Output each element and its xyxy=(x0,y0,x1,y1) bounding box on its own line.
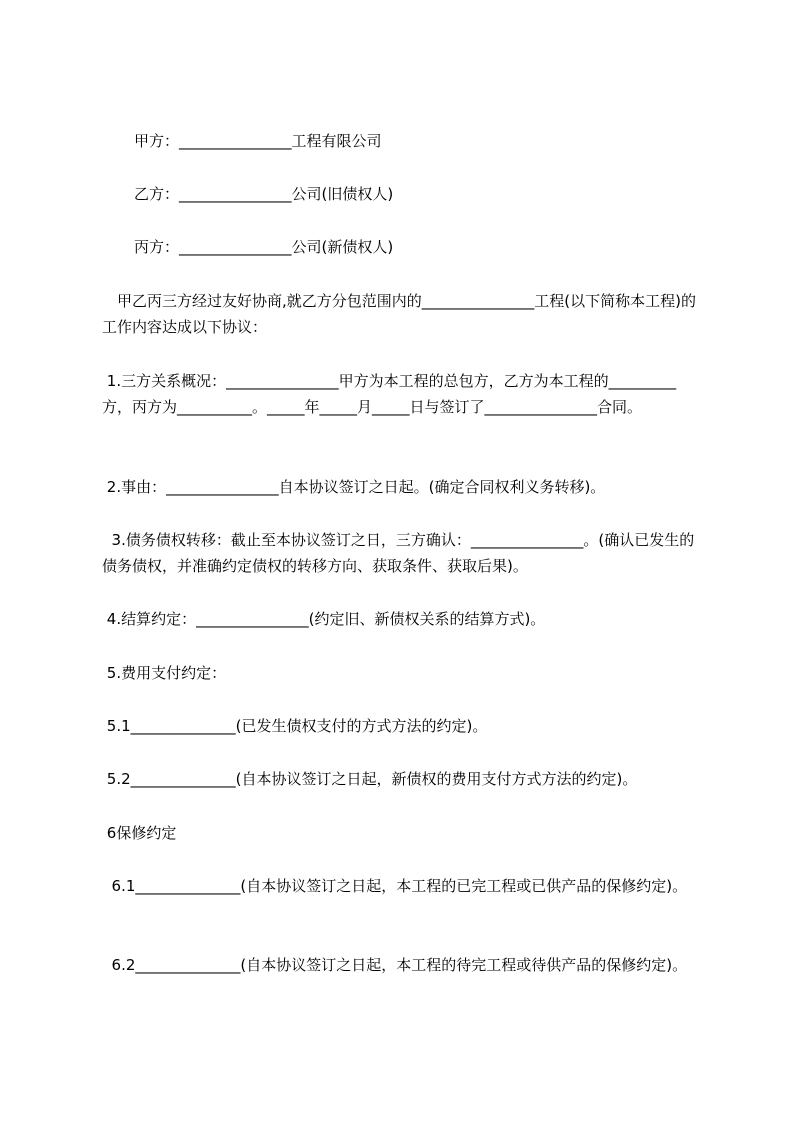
party-a-line: 甲方：_______________工程有限公司 xyxy=(134,132,382,150)
intro-paragraph: 甲乙丙三方经过友好协商,就乙方分包范围内的_______________工程(以下简称本工程)的工作内容达成以下协议： xyxy=(102,292,696,336)
party-b-line: 乙方：_______________公司(旧债权人) xyxy=(134,185,394,203)
clause-6-2-paragraph: 6.2______________(自本协议签订之日起，本工程的待完工程或待供产品的保修约定)。 xyxy=(102,956,688,974)
clause-5-heading: 5.费用支付约定： xyxy=(102,664,227,682)
clause-6-1-paragraph: 6.1______________(自本协议签订之日起，本工程的已完工程或已供产品的保修约定)。 xyxy=(102,877,688,895)
clause-5-1-paragraph: 5.1______________(已发生债权支付的方式方法的约定)。 xyxy=(102,717,488,735)
clause-1-paragraph: 1.三方关系概况：_______________甲方为本工程的总包方，乙方为本工程的_________方，丙方为__________。_____年_____月_____日与签订了_______________合同。 xyxy=(102,372,677,416)
clause-3-paragraph: 3.债务债权转移：截止至本协议签订之日，三方确认：_______________。(确认已发生的债务债权，并准确约定债权的转移方向、获取条件、获取后果)。 xyxy=(102,531,695,575)
clause-5-2-paragraph: 5.2______________(自本协议签订之日起，新债权的费用支付方式方法的约定)。 xyxy=(102,770,638,788)
clause-2-paragraph: 2.事由：_______________自本协议签订之日起。(确定合同权利义务转移)。 xyxy=(102,478,606,496)
clause-4-paragraph: 4.结算约定：_______________(约定旧、新债权关系的结算方式)。 xyxy=(102,610,546,628)
clause-6-heading: 6保修约定 xyxy=(102,824,177,842)
party-c-line: 丙方：_______________公司(新债权人) xyxy=(134,238,394,256)
